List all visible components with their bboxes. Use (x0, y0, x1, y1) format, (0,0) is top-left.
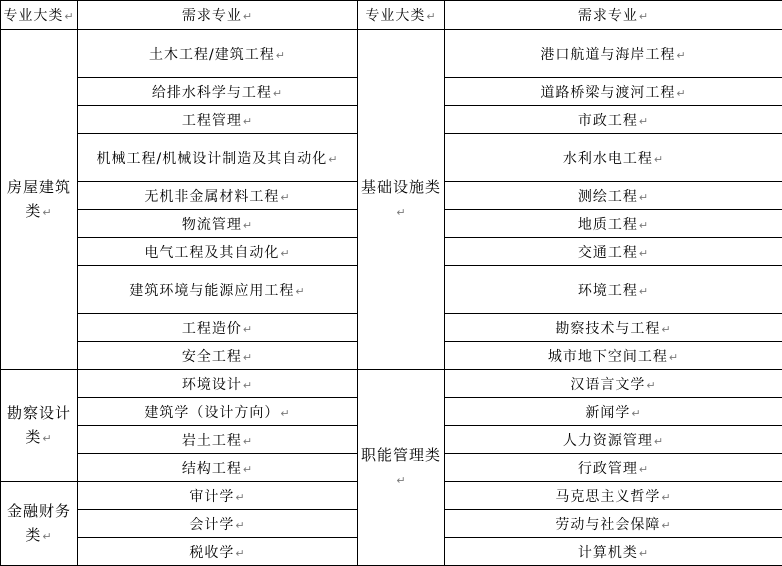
paragraph-mark-icon: ↵ (639, 247, 649, 260)
paragraph-mark-icon: ↵ (646, 379, 656, 392)
paragraph-mark-icon: ↵ (328, 153, 338, 166)
header-label: 需求专业 (578, 8, 638, 24)
major-cell (78, 266, 358, 314)
major-cell (445, 342, 782, 370)
major-label: 物流管理 (182, 217, 242, 233)
category-cell (358, 30, 445, 370)
major-label: 建筑学（设计方向） (144, 405, 279, 421)
major-label: 环境工程 (578, 283, 638, 299)
major-cell (78, 134, 358, 182)
major-label: 测绘工程 (578, 189, 638, 205)
major-cell (78, 238, 358, 266)
category-label: 勘察设计类 (7, 404, 71, 446)
major-label: 工程管理 (182, 113, 242, 129)
paragraph-mark-icon: ↵ (280, 407, 290, 420)
category-label: 职能管理类 (361, 446, 441, 464)
paragraph-mark-icon: ↵ (639, 547, 649, 560)
major-label: 港口航道与海岸工程 (540, 47, 675, 63)
paragraph-mark-icon: ↵ (396, 206, 406, 219)
major-cell (78, 370, 358, 398)
header-cell (1, 1, 78, 30)
paragraph-mark-icon: ↵ (42, 206, 52, 219)
paragraph-mark-icon: ↵ (639, 463, 649, 476)
major-label: 行政管理 (578, 461, 638, 477)
major-cell (445, 266, 782, 314)
header-label: 需求专业 (182, 8, 242, 24)
paragraph-mark-icon: ↵ (235, 519, 245, 532)
header-cell (358, 1, 445, 30)
paragraph-mark-icon: ↵ (661, 491, 671, 504)
paragraph-mark-icon: ↵ (654, 435, 664, 448)
major-cell (78, 538, 358, 566)
major-cell (445, 182, 782, 210)
paragraph-mark-icon: ↵ (639, 115, 649, 128)
major-cell (78, 398, 358, 426)
major-label: 汉语言文学 (570, 377, 645, 393)
table-header-row (1, 1, 782, 30)
header-label: 专业大类 (3, 8, 63, 24)
major-cell (445, 482, 782, 510)
major-cell (445, 134, 782, 182)
paragraph-mark-icon: ↵ (295, 285, 305, 298)
paragraph-mark-icon: ↵ (661, 519, 671, 532)
paragraph-mark-icon: ↵ (273, 87, 283, 100)
major-label: 地质工程 (578, 217, 638, 233)
major-label: 交通工程 (578, 245, 638, 261)
major-label: 城市地下空间工程 (548, 349, 668, 365)
category-cell (358, 370, 445, 566)
paragraph-mark-icon: ↵ (243, 379, 253, 392)
major-label: 结构工程 (182, 461, 242, 477)
paragraph-mark-icon: ↵ (235, 491, 245, 504)
major-cell (78, 426, 358, 454)
category-cell (1, 30, 78, 370)
major-label: 建筑环境与能源应用工程 (129, 283, 294, 299)
major-cell (445, 398, 782, 426)
major-cell (78, 182, 358, 210)
category-cell (1, 370, 78, 482)
major-cell (78, 510, 358, 538)
major-label: 土木工程/建筑工程 (149, 47, 275, 63)
major-cell (445, 106, 782, 134)
paragraph-mark-icon: ↵ (396, 474, 406, 487)
table-row (1, 370, 782, 398)
major-cell (445, 370, 782, 398)
major-label: 马克思主义哲学 (555, 489, 660, 505)
paragraph-mark-icon: ↵ (243, 115, 253, 128)
paragraph-mark-icon: ↵ (280, 247, 290, 260)
major-label: 电气工程及其自动化 (144, 245, 279, 261)
paragraph-mark-icon: ↵ (276, 49, 286, 62)
paragraph-mark-icon: ↵ (280, 191, 290, 204)
major-label: 市政工程 (578, 113, 638, 129)
paragraph-mark-icon: ↵ (669, 351, 679, 364)
major-label: 道路桥梁与渡河工程 (540, 85, 675, 101)
major-cell (78, 106, 358, 134)
paragraph-mark-icon: ↵ (631, 407, 641, 420)
major-label: 审计学 (189, 489, 234, 505)
major-cell (445, 454, 782, 482)
paragraph-mark-icon: ↵ (661, 323, 671, 336)
major-cell (78, 454, 358, 482)
paragraph-mark-icon: ↵ (639, 219, 649, 232)
major-label: 给排水科学与工程 (152, 85, 272, 101)
paragraph-mark-icon: ↵ (654, 153, 664, 166)
header-cell (445, 1, 782, 30)
paragraph-mark-icon: ↵ (676, 49, 686, 62)
paragraph-mark-icon: ↵ (243, 219, 253, 232)
major-label: 计算机类 (578, 545, 638, 561)
major-cell (445, 210, 782, 238)
major-label: 岩土工程 (182, 433, 242, 449)
category-label: 基础设施类 (361, 178, 441, 196)
major-cell (78, 30, 358, 78)
category-cell (1, 482, 78, 566)
major-label: 水利水电工程 (563, 151, 653, 167)
paragraph-mark-icon: ↵ (639, 285, 649, 298)
major-cell (445, 538, 782, 566)
category-label: 房屋建筑类 (7, 178, 71, 220)
major-label: 机械工程/机械设计制造及其自动化 (97, 151, 328, 167)
major-label: 税收学 (189, 545, 234, 561)
major-label: 无机非金属材料工程 (144, 189, 279, 205)
major-label: 勘察技术与工程 (555, 321, 660, 337)
major-cell (78, 342, 358, 370)
paragraph-mark-icon: ↵ (243, 463, 253, 476)
paragraph-mark-icon: ↵ (243, 323, 253, 336)
major-label: 新闻学 (585, 405, 630, 421)
paragraph-mark-icon: ↵ (676, 87, 686, 100)
major-cell (78, 78, 358, 106)
paragraph-mark-icon: ↵ (42, 432, 52, 445)
major-label: 安全工程 (182, 349, 242, 365)
major-label: 人力资源管理 (563, 433, 653, 449)
paragraph-mark-icon: ↵ (639, 191, 649, 204)
major-cell (445, 78, 782, 106)
paragraph-mark-icon: ↵ (426, 10, 436, 23)
major-label: 劳动与社会保障 (555, 517, 660, 533)
paragraph-mark-icon: ↵ (42, 530, 52, 543)
major-cell (445, 426, 782, 454)
major-cell (78, 482, 358, 510)
major-cell (78, 314, 358, 342)
paragraph-mark-icon: ↵ (639, 10, 649, 23)
major-label: 环境设计 (182, 377, 242, 393)
major-cell (445, 510, 782, 538)
major-label: 会计学 (189, 517, 234, 533)
paragraph-mark-icon: ↵ (64, 10, 74, 23)
major-label: 工程造价 (182, 321, 242, 337)
major-cell (445, 314, 782, 342)
paragraph-mark-icon: ↵ (243, 351, 253, 364)
category-label: 金融财务类 (7, 502, 71, 544)
major-cell (445, 30, 782, 78)
paragraph-mark-icon: ↵ (243, 435, 253, 448)
paragraph-mark-icon: ↵ (235, 547, 245, 560)
header-label: 专业大类 (365, 8, 425, 24)
header-cell (78, 1, 358, 30)
major-cell (445, 238, 782, 266)
paragraph-mark-icon: ↵ (243, 10, 253, 23)
table-row (1, 30, 782, 78)
major-cell (78, 210, 358, 238)
